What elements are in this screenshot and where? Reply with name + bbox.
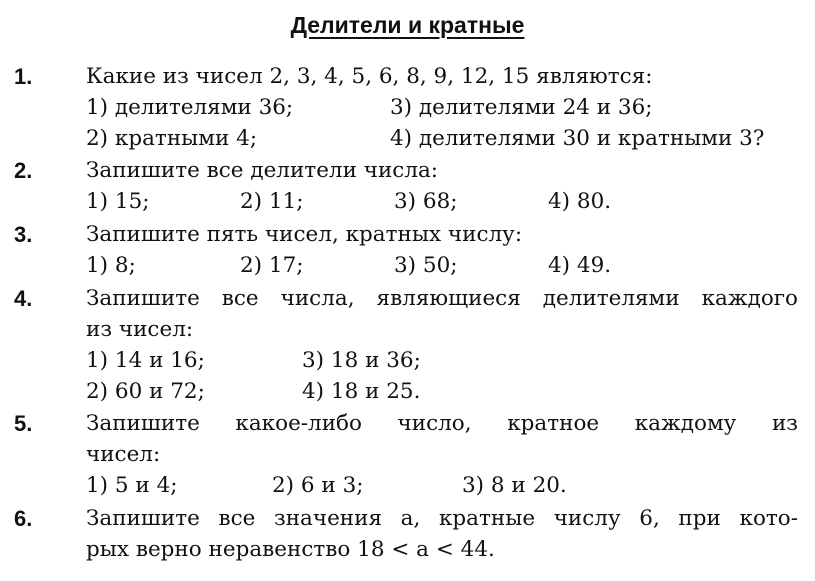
problem-1-option-1: 1) делителями 36; — [86, 95, 294, 120]
problem-6-text-line-1: Запишите все значения a, кратные числу 6, при кото- — [86, 506, 798, 531]
problem-3-option-1: 1) 8; — [86, 253, 136, 278]
problem-6-number: 6. — [14, 506, 33, 531]
problem-3-text: Запишите пять чисел, кратных числу: — [86, 222, 523, 247]
problem-2-text: Запишите все делители числа: — [86, 158, 439, 183]
problem-5-option-1: 1) 5 и 4; — [86, 473, 178, 498]
problem-3-option-4: 4) 49. — [548, 253, 612, 278]
problem-5-number: 5. — [14, 411, 33, 436]
page-title: Делители и кратные — [290, 12, 525, 38]
problem-2-option-3: 3) 68; — [394, 189, 458, 214]
problem-3-option-3: 3) 50; — [394, 253, 458, 278]
problem-5-text-line-1: Запишите какое-либо число, кратное каждому из — [86, 411, 798, 436]
problem-3-number: 3. — [14, 222, 33, 247]
problem-4-option-1: 1) 14 и 16; — [86, 348, 205, 373]
problem-2-option-1: 1) 15; — [86, 189, 150, 214]
problem-1-option-3: 3) делителями 24 и 36; — [390, 95, 653, 120]
problem-1-option-2: 2) кратными 4; — [86, 126, 258, 151]
problem-6-text-line-2: рых верно неравенство 18 < a < 44. — [86, 537, 495, 562]
problem-3-option-2: 2) 17; — [240, 253, 304, 278]
problem-5-option-2: 2) 6 и 3; — [272, 473, 364, 498]
problem-4-text-line-1: Запишите все числа, являющиеся делителями каждого — [86, 286, 798, 311]
problem-2-number: 2. — [14, 158, 33, 183]
problem-2-option-2: 2) 11; — [240, 189, 304, 214]
problem-4-number: 4. — [14, 286, 33, 311]
problem-5-option-3: 3) 8 и 20. — [462, 473, 567, 498]
problem-1-text: Какие из чисел 2, 3, 4, 5, 6, 8, 9, 12, 15 являются: — [86, 64, 653, 89]
problem-1-number: 1. — [14, 64, 33, 89]
problem-4-option-2: 2) 60 и 72; — [86, 379, 205, 404]
problem-1-option-4: 4) делителями 30 и кратными 3? — [390, 126, 765, 151]
problem-4-text-line-2: из чисел: — [86, 317, 194, 342]
problem-5-text-line-2: чисел: — [86, 442, 161, 467]
problem-2-option-4: 4) 80. — [548, 189, 612, 214]
problem-4-option-3: 3) 18 и 36; — [302, 348, 421, 373]
problem-4-option-4: 4) 18 и 25. — [302, 379, 421, 404]
